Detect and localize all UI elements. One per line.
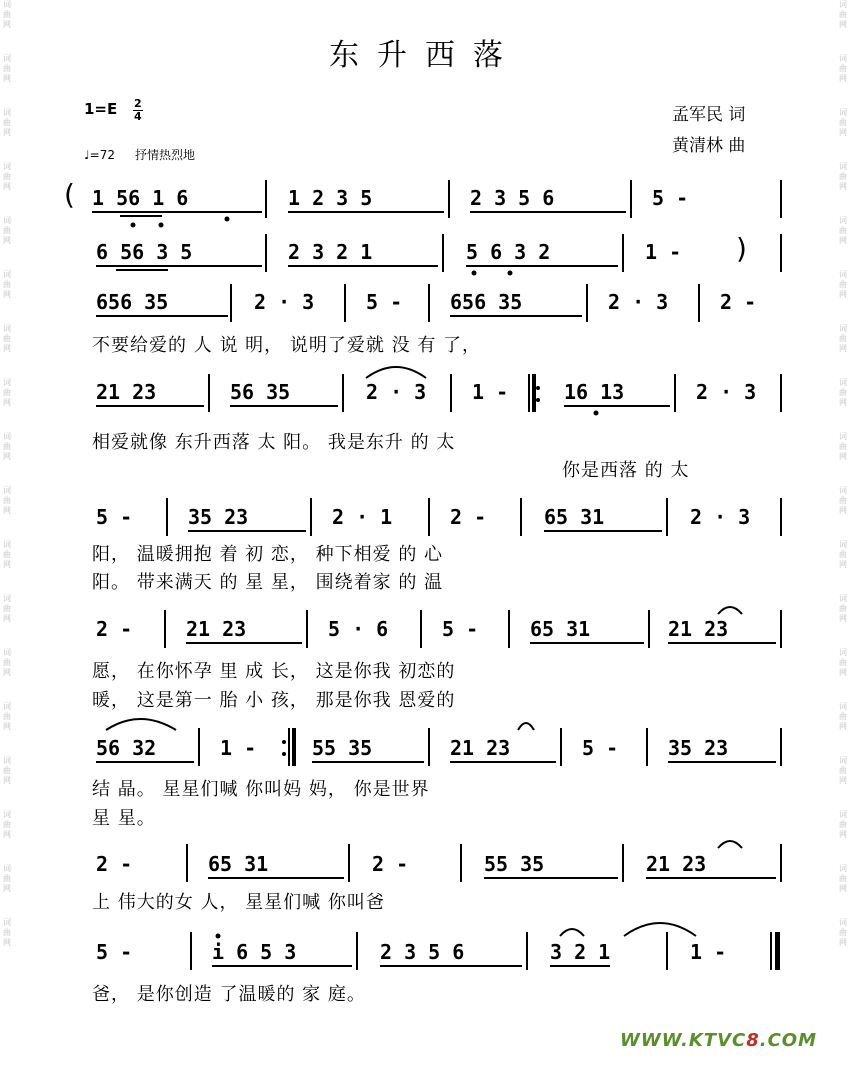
key-signature: 1=E (84, 100, 118, 118)
measure: 5 - (442, 617, 479, 641)
measure: 65 31 (208, 852, 269, 876)
lyric-line-verse2: 暖， 这是第一 胎 小 孩， 那是你我 恩爱的 (92, 690, 456, 711)
lyric-line: 愿， 在你怀孕 里 成 长， 这是你我 初恋的 (92, 661, 456, 682)
high-dot (216, 934, 221, 939)
slur (560, 929, 584, 936)
measure: 35 23 (668, 736, 729, 760)
slur (718, 607, 742, 614)
measure: 2 · 3 (690, 505, 751, 529)
lyric-line-verse2: 星 星。 (92, 808, 156, 829)
measure: 2 · 3 (608, 290, 669, 314)
low-dot (594, 411, 599, 416)
lyric-line-verse2: 阳。 带来满天 的 星 星， 围绕着家 的 温 (92, 572, 444, 593)
low-dot (131, 223, 136, 228)
measure: 2 · 3 (366, 380, 427, 404)
measure: 55 35 (312, 736, 373, 760)
low-dot (472, 271, 477, 276)
measure: 21 23 (646, 852, 707, 876)
measure: 2 - (96, 852, 133, 876)
repeat-dot (536, 398, 540, 402)
measure: i 6 5 3 (212, 940, 297, 964)
song-title: 东升西落 (329, 38, 521, 73)
measure: 2 3 2 1 (288, 240, 373, 264)
measure: 2 · 3 (254, 290, 315, 314)
measure: 2 3 5 6 (470, 186, 555, 210)
measure: 65 31 (530, 617, 591, 641)
measure: 5 - (582, 736, 619, 760)
tempo-value: ♩=72 (84, 148, 115, 162)
measure: 21 23 (96, 380, 157, 404)
lyric-line: 阳， 温暖拥抱 着 初 恋， 种下相爱 的 心 (92, 544, 444, 565)
lyric-line: 相爱就像 东升西落 太 阳。 我是东升 的 太 (92, 432, 456, 453)
lyric-line: 结 晶。 星星们喊 你叫妈 妈， 你是世界 (92, 779, 430, 800)
lyric-line-verse2: 你是西落 的 太 (562, 460, 690, 481)
measure: 5 · 6 (328, 617, 389, 641)
repeat-dot (536, 386, 540, 390)
measure: 3 2 1 (550, 940, 611, 964)
measure: 5 6 3 2 (466, 240, 551, 264)
measure: 1 - (645, 240, 682, 264)
measure: 55 35 (484, 852, 545, 876)
measure: 1 2 3 5 (288, 186, 373, 210)
site-watermark: WWW.KTVC8.COM (620, 1030, 818, 1051)
measure: 1 - (220, 736, 257, 760)
measure: 1 - (472, 380, 509, 404)
measure: 2 - (372, 852, 409, 876)
measure: 5 - (652, 186, 689, 210)
measure: 2 - (450, 505, 487, 529)
measure: 2 · 1 (332, 505, 393, 529)
measure: 56 32 (96, 736, 157, 760)
measure: 2 - (720, 290, 757, 314)
intro-open-paren: ( (64, 178, 75, 211)
measure: 56 35 (230, 380, 291, 404)
measure: 6 56 3 5 (96, 240, 193, 264)
intro-close-paren: ) (736, 232, 747, 265)
lyric-line: 爸， 是你创造 了温暖的 家 庭。 (92, 984, 366, 1005)
low-dot (225, 217, 230, 222)
measure: 16 13 (564, 380, 625, 404)
repeat-dot (282, 752, 286, 756)
meter-top: 2 (134, 97, 142, 110)
measure: 5 - (96, 505, 133, 529)
measure: 5 - (96, 940, 133, 964)
measure: 1 - (690, 940, 727, 964)
measure: 656 35 (96, 290, 169, 314)
measure: 2 · 3 (696, 380, 757, 404)
measure: 5 - (366, 290, 403, 314)
measure: 21 23 (186, 617, 247, 641)
measure: 1 56 1 6 (92, 186, 189, 210)
slur (366, 367, 426, 378)
low-dot (159, 223, 164, 228)
repeat-dot (282, 740, 286, 744)
measure: 2 - (96, 617, 133, 641)
measure: 656 35 (450, 290, 523, 314)
measure: 2 3 5 6 (380, 940, 465, 964)
slur (106, 719, 176, 730)
watermark-left: 词曲网 词曲网 词曲网 词曲网 词曲网 词曲网 词曲网 词曲网 词曲网 词曲网 词曲网 词曲网 词曲网 词曲网 词曲网 词曲网 词曲网 词曲网 (3, 0, 11, 947)
measure: 21 23 (450, 736, 511, 760)
lyric-line: 不要给爱的 人 说 明， 说明了爱就 没 有 了， (92, 335, 482, 356)
measure: 21 23 (668, 617, 729, 641)
lyric-line: 上 伟大的女 人， 星星们喊 你叫爸 (92, 892, 385, 913)
slur (518, 723, 534, 730)
composer-credit: 黄清林 曲 (672, 136, 746, 156)
mood-marking: 抒情热烈地 (134, 148, 195, 162)
watermark-right: 词曲网 词曲网 词曲网 词曲网 词曲网 词曲网 词曲网 词曲网 词曲网 词曲网 词曲网 词曲网 词曲网 词曲网 词曲网 词曲网 词曲网 词曲网 (839, 0, 847, 947)
slur (718, 841, 742, 848)
slur (624, 923, 696, 936)
measure: 65 31 (544, 505, 605, 529)
low-dot (508, 271, 513, 276)
measure: 35 23 (188, 505, 249, 529)
lyricist-credit: 孟军民 词 (672, 105, 746, 125)
meter-bottom: 4 (134, 110, 142, 123)
